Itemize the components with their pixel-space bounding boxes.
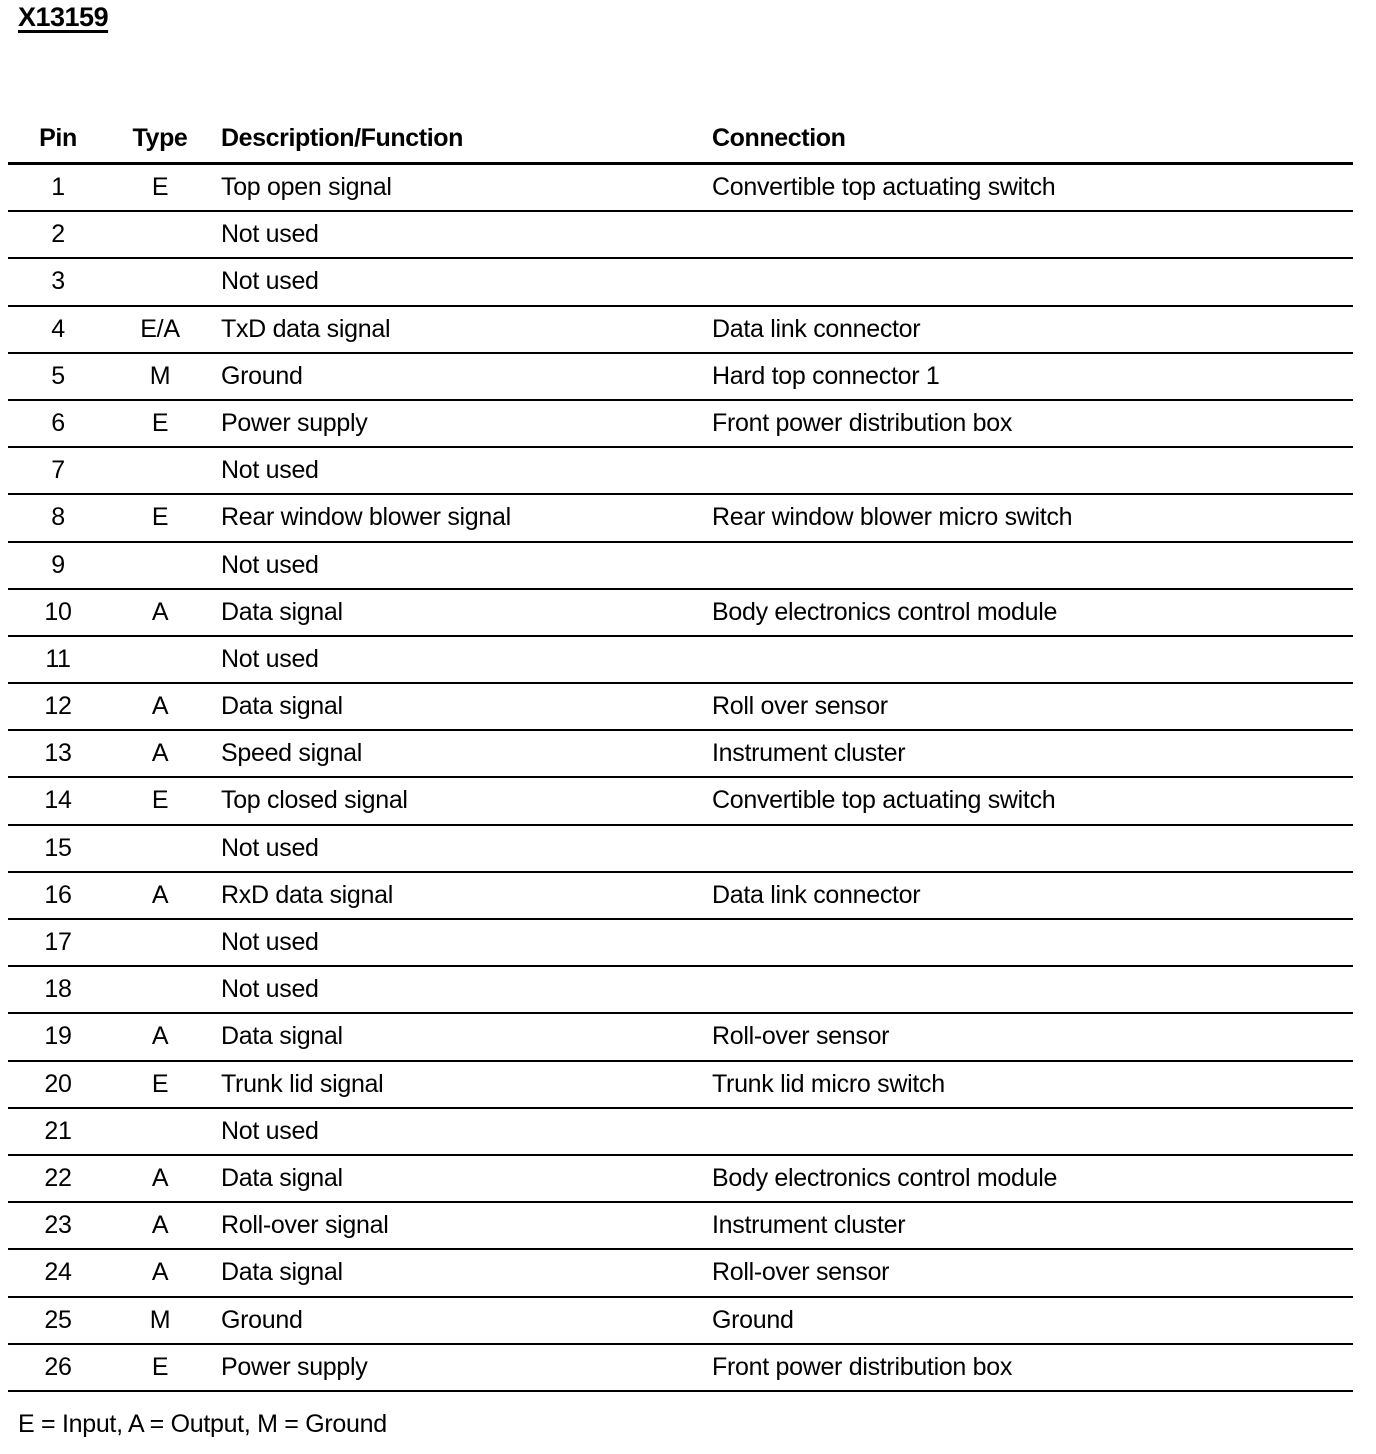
pin-cell: 6 bbox=[51, 408, 65, 437]
table-row bbox=[8, 543, 1353, 590]
connection-cell: Ground bbox=[712, 1305, 794, 1334]
type-cell: A bbox=[151, 880, 169, 909]
header-description: Description/Function bbox=[221, 124, 464, 152]
table-row bbox=[8, 1109, 1353, 1156]
description-cell: Top open signal bbox=[221, 173, 392, 201]
description-cell: Not used bbox=[221, 456, 319, 485]
table-row bbox=[8, 1250, 1353, 1297]
pin-cell: 15 bbox=[44, 833, 72, 862]
pin-cell: 25 bbox=[44, 1305, 72, 1334]
connection-cell: Roll-over sensor bbox=[712, 1022, 890, 1051]
connection-cell: Body electronics control module bbox=[712, 1163, 1058, 1192]
table-row bbox=[8, 1345, 1353, 1392]
table-row bbox=[8, 684, 1353, 731]
pin-cell: 11 bbox=[45, 644, 71, 673]
type-cell: A bbox=[151, 739, 169, 768]
pin-cell: 23 bbox=[44, 1211, 72, 1240]
pin-cell: 7 bbox=[51, 456, 65, 485]
type-cell: A bbox=[151, 1022, 169, 1051]
pin-cell: 10 bbox=[44, 597, 72, 626]
table-row bbox=[8, 495, 1353, 542]
pin-cell: 2 bbox=[51, 220, 65, 249]
description-cell: Trunk lid signal bbox=[221, 1069, 384, 1098]
type-cell: E bbox=[151, 786, 169, 815]
type-cell: E/A bbox=[140, 314, 180, 343]
description-cell: Power supply bbox=[221, 1352, 368, 1381]
table-row bbox=[8, 354, 1353, 401]
connection-cell: Hard top connector 1 bbox=[712, 361, 940, 390]
type-cell: E bbox=[151, 503, 169, 532]
description-cell: Power supply bbox=[221, 408, 368, 437]
pin-cell: 17 bbox=[44, 928, 72, 956]
pin-cell: 4 bbox=[51, 314, 65, 343]
description-cell: Not used bbox=[221, 267, 319, 296]
connection-cell: Convertible top actuating switch bbox=[712, 786, 1056, 815]
connection-cell: Instrument cluster bbox=[712, 739, 906, 768]
connection-cell: Data link connector bbox=[712, 314, 921, 343]
connection-cell: Front power distribution box bbox=[712, 1352, 1013, 1381]
pin-cell: 9 bbox=[51, 550, 65, 579]
pin-cell: 12 bbox=[44, 692, 72, 721]
pin-cell: 16 bbox=[44, 880, 72, 909]
table-row bbox=[8, 1203, 1353, 1250]
document-title: X13159 bbox=[18, 2, 109, 32]
pin-table-body bbox=[8, 162, 1353, 1392]
table-row bbox=[8, 1014, 1353, 1061]
connection-cell: Roll over sensor bbox=[712, 692, 888, 721]
type-cell: M bbox=[149, 361, 171, 390]
connection-cell: Body electronics control module bbox=[712, 597, 1058, 626]
table-row bbox=[8, 259, 1353, 306]
description-cell: Ground bbox=[221, 361, 303, 390]
pin-cell: 26 bbox=[44, 1352, 72, 1381]
description-cell: Data signal bbox=[221, 1163, 343, 1192]
connection-cell: Rear window blower micro switch bbox=[712, 503, 1073, 532]
pin-cell: 20 bbox=[44, 1069, 72, 1098]
table-row bbox=[8, 448, 1353, 495]
type-cell: M bbox=[149, 1305, 171, 1334]
description-cell: Not used bbox=[221, 644, 319, 673]
type-cell: A bbox=[151, 597, 169, 626]
table-row bbox=[8, 212, 1353, 259]
description-cell: TxD data signal bbox=[221, 314, 391, 343]
connection-cell: Data link connector bbox=[712, 880, 921, 909]
connection-cell: Front power distribution box bbox=[712, 408, 1013, 437]
connection-cell: Convertible top actuating switch bbox=[712, 173, 1056, 201]
description-cell: Data signal bbox=[221, 597, 343, 626]
table-header bbox=[0, 116, 1376, 160]
table-row bbox=[8, 401, 1353, 448]
type-cell: E bbox=[151, 408, 169, 437]
connection-cell: Roll-over sensor bbox=[712, 1258, 890, 1287]
type-cell: E bbox=[151, 173, 169, 201]
table-row bbox=[8, 778, 1353, 825]
table-row bbox=[8, 873, 1353, 920]
description-cell: Rear window blower signal bbox=[221, 503, 511, 532]
description-cell: Not used bbox=[221, 1116, 319, 1145]
type-cell: A bbox=[151, 1211, 169, 1240]
description-cell: Not used bbox=[221, 928, 319, 956]
table-row bbox=[8, 1298, 1353, 1345]
pin-cell: 8 bbox=[51, 503, 65, 532]
header-pin: Pin bbox=[39, 124, 77, 152]
description-cell: Data signal bbox=[221, 692, 343, 721]
pin-cell: 3 bbox=[51, 267, 65, 296]
table-row bbox=[8, 826, 1353, 873]
table-row bbox=[8, 637, 1353, 684]
type-legend: E = Input, A = Output, M = Ground bbox=[18, 1410, 387, 1438]
pin-cell: 22 bbox=[44, 1163, 72, 1192]
table-row bbox=[8, 307, 1353, 354]
pin-cell: 24 bbox=[44, 1258, 72, 1287]
description-cell: Not used bbox=[221, 550, 319, 579]
header-connection: Connection bbox=[712, 124, 846, 152]
type-cell: E bbox=[151, 1069, 169, 1098]
table-row bbox=[8, 920, 1353, 967]
table-row bbox=[8, 731, 1353, 778]
description-cell: Not used bbox=[221, 833, 319, 862]
description-cell: Top closed signal bbox=[221, 786, 408, 815]
type-cell: A bbox=[151, 1258, 169, 1287]
pin-cell: 14 bbox=[44, 786, 72, 815]
description-cell: Data signal bbox=[221, 1022, 343, 1051]
connection-cell: Trunk lid micro switch bbox=[712, 1069, 945, 1098]
pin-cell: 5 bbox=[51, 361, 65, 390]
description-cell: Not used bbox=[221, 220, 319, 249]
header-type: Type bbox=[132, 124, 188, 152]
description-cell: Ground bbox=[221, 1305, 303, 1334]
description-cell: Data signal bbox=[221, 1258, 343, 1287]
description-cell: Roll-over signal bbox=[221, 1211, 389, 1240]
table-row bbox=[8, 590, 1353, 637]
pin-cell: 13 bbox=[44, 739, 72, 768]
description-cell: Speed signal bbox=[221, 739, 362, 768]
pin-cell: 19 bbox=[44, 1022, 72, 1051]
description-cell: RxD data signal bbox=[221, 880, 393, 909]
table-row bbox=[8, 1062, 1353, 1109]
type-cell: E bbox=[151, 1352, 169, 1381]
pin-cell: 18 bbox=[44, 975, 72, 1004]
pin-cell: 1 bbox=[51, 173, 65, 201]
table-row bbox=[8, 1156, 1353, 1203]
description-cell: Not used bbox=[221, 975, 319, 1004]
table-row bbox=[8, 967, 1353, 1014]
type-cell: A bbox=[151, 1163, 169, 1192]
pin-cell: 21 bbox=[44, 1116, 72, 1145]
type-cell: A bbox=[151, 692, 169, 721]
connection-cell: Instrument cluster bbox=[712, 1211, 906, 1240]
table-row bbox=[8, 165, 1353, 212]
